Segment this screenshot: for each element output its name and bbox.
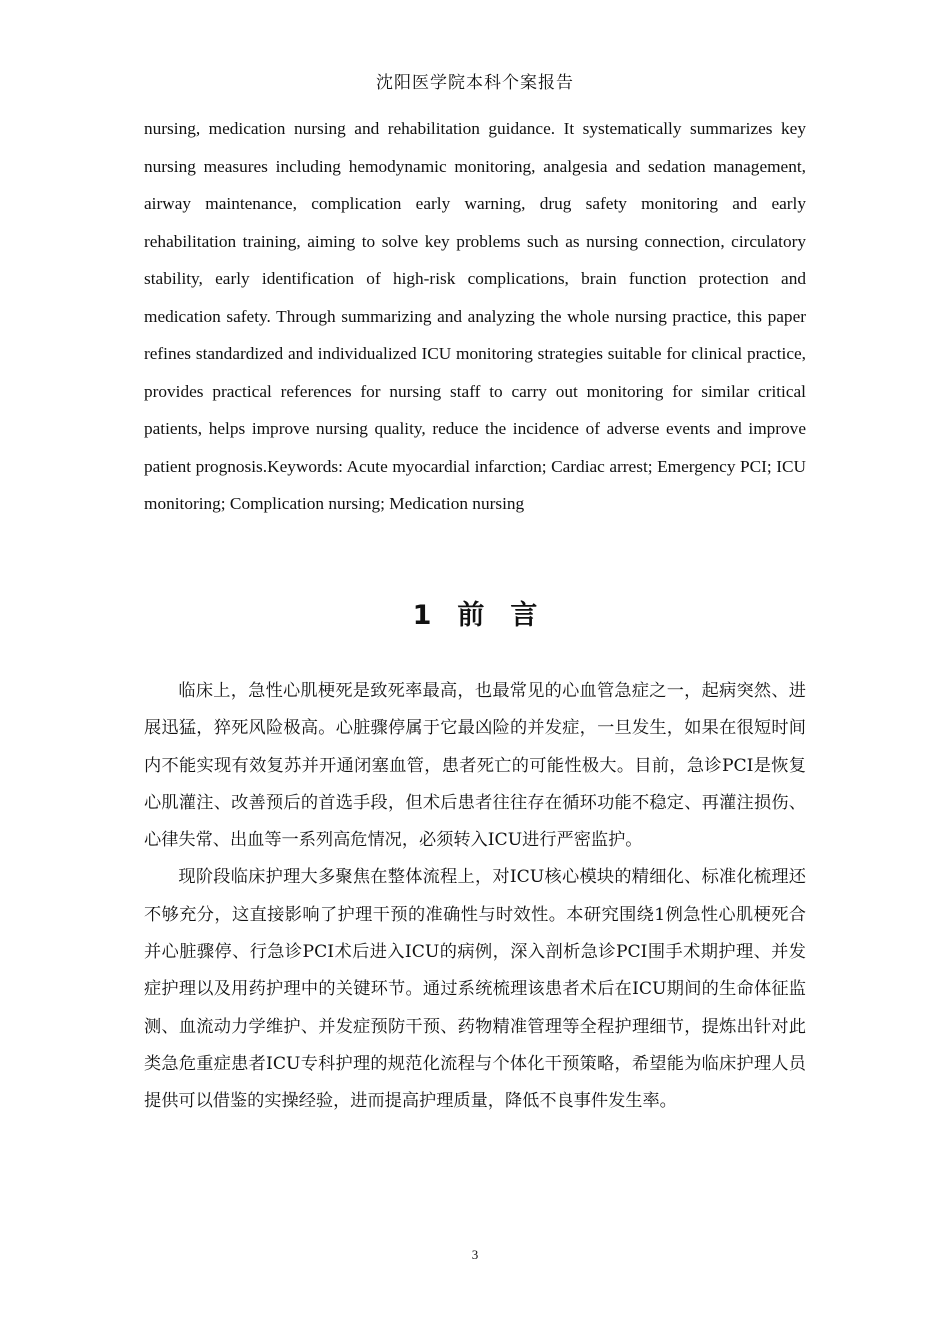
page-number: 3 xyxy=(471,1247,479,1262)
section-number: 1 xyxy=(412,600,432,631)
section-title-char-2: 言 xyxy=(510,600,538,631)
intro-paragraph-1: 临床上，急性心肌梗死是致死率最高，也最常见的心血管急症之一，起病突然、进展迅猛，猝死风险极高。心脏骤停属于它最凶险的并发症，一旦发生，如果在很短时间内不能实现有效复苏并开通闭塞血管，患者死亡的可能性极大。目前，急诊PCI是恢复心肌灌注、改善预后的首选手段，但术后患者往往存在循环功能不稳定、再灌注损伤、心律失常、出血等一系列高危情况，必须转入ICU进行严密监护。 xyxy=(144,681,806,851)
introduction-body xyxy=(144,673,806,1121)
intro-paragraph-2: 现阶段临床护理大多聚焦在整体流程上，对ICU核心模块的精细化、标准化梳理还不够充分，这直接影响了护理干预的准确性与时效性。本研究围绕1例急性心肌梗死合并心脏骤停、行急诊PCI术后进入ICU的病例，深入剖析急诊PCI围手术期护理、并发症护理以及用药护理中的关键环节。通过系统梳理该患者术后在ICU期间的生命体征监测、血流动力学维护、并发症预防干预、药物精准管理等全程护理细节，提炼出针对此类急危重症患者ICU专科护理的规范化流程与个体化干预策略，希望能为临床护理人员提供可以借鉴的实操经验，进而提高护理质量，降低不良事件发生率。 xyxy=(144,867,806,1112)
section-title-char-1: 前 xyxy=(457,600,485,631)
section-heading xyxy=(0,593,950,632)
running-header: 沈阳医学院本科个案报告 xyxy=(376,73,574,93)
english-abstract-text: nursing, medication nursing and rehabilitation guidance. It systematically summarizes key nursing measures including hemodynamic monitoring, analgesia and sedation management, airway maintenance, complication early warning, drug safety monitoring and early rehabilitation training, aiming to solve key problems such as nursing connection, circulatory stability, early identification of high-risk complications, brain function protection and medication safety. Through summarizing and analyzing the whole nursing practice, this paper refines standardized and individualized ICU monitoring strategies suitable for clinical practice, provides practical references for nursing staff to carry out monitoring for similar critical patients, helps improve nursing quality, reduce the incidence of adverse events and improve patient prognosis.Keywords: Acute myocardial infarction; Cardiac arrest; Emergency PCI; ICU monitoring; Complication nursing; Medication nursing xyxy=(144,119,806,513)
